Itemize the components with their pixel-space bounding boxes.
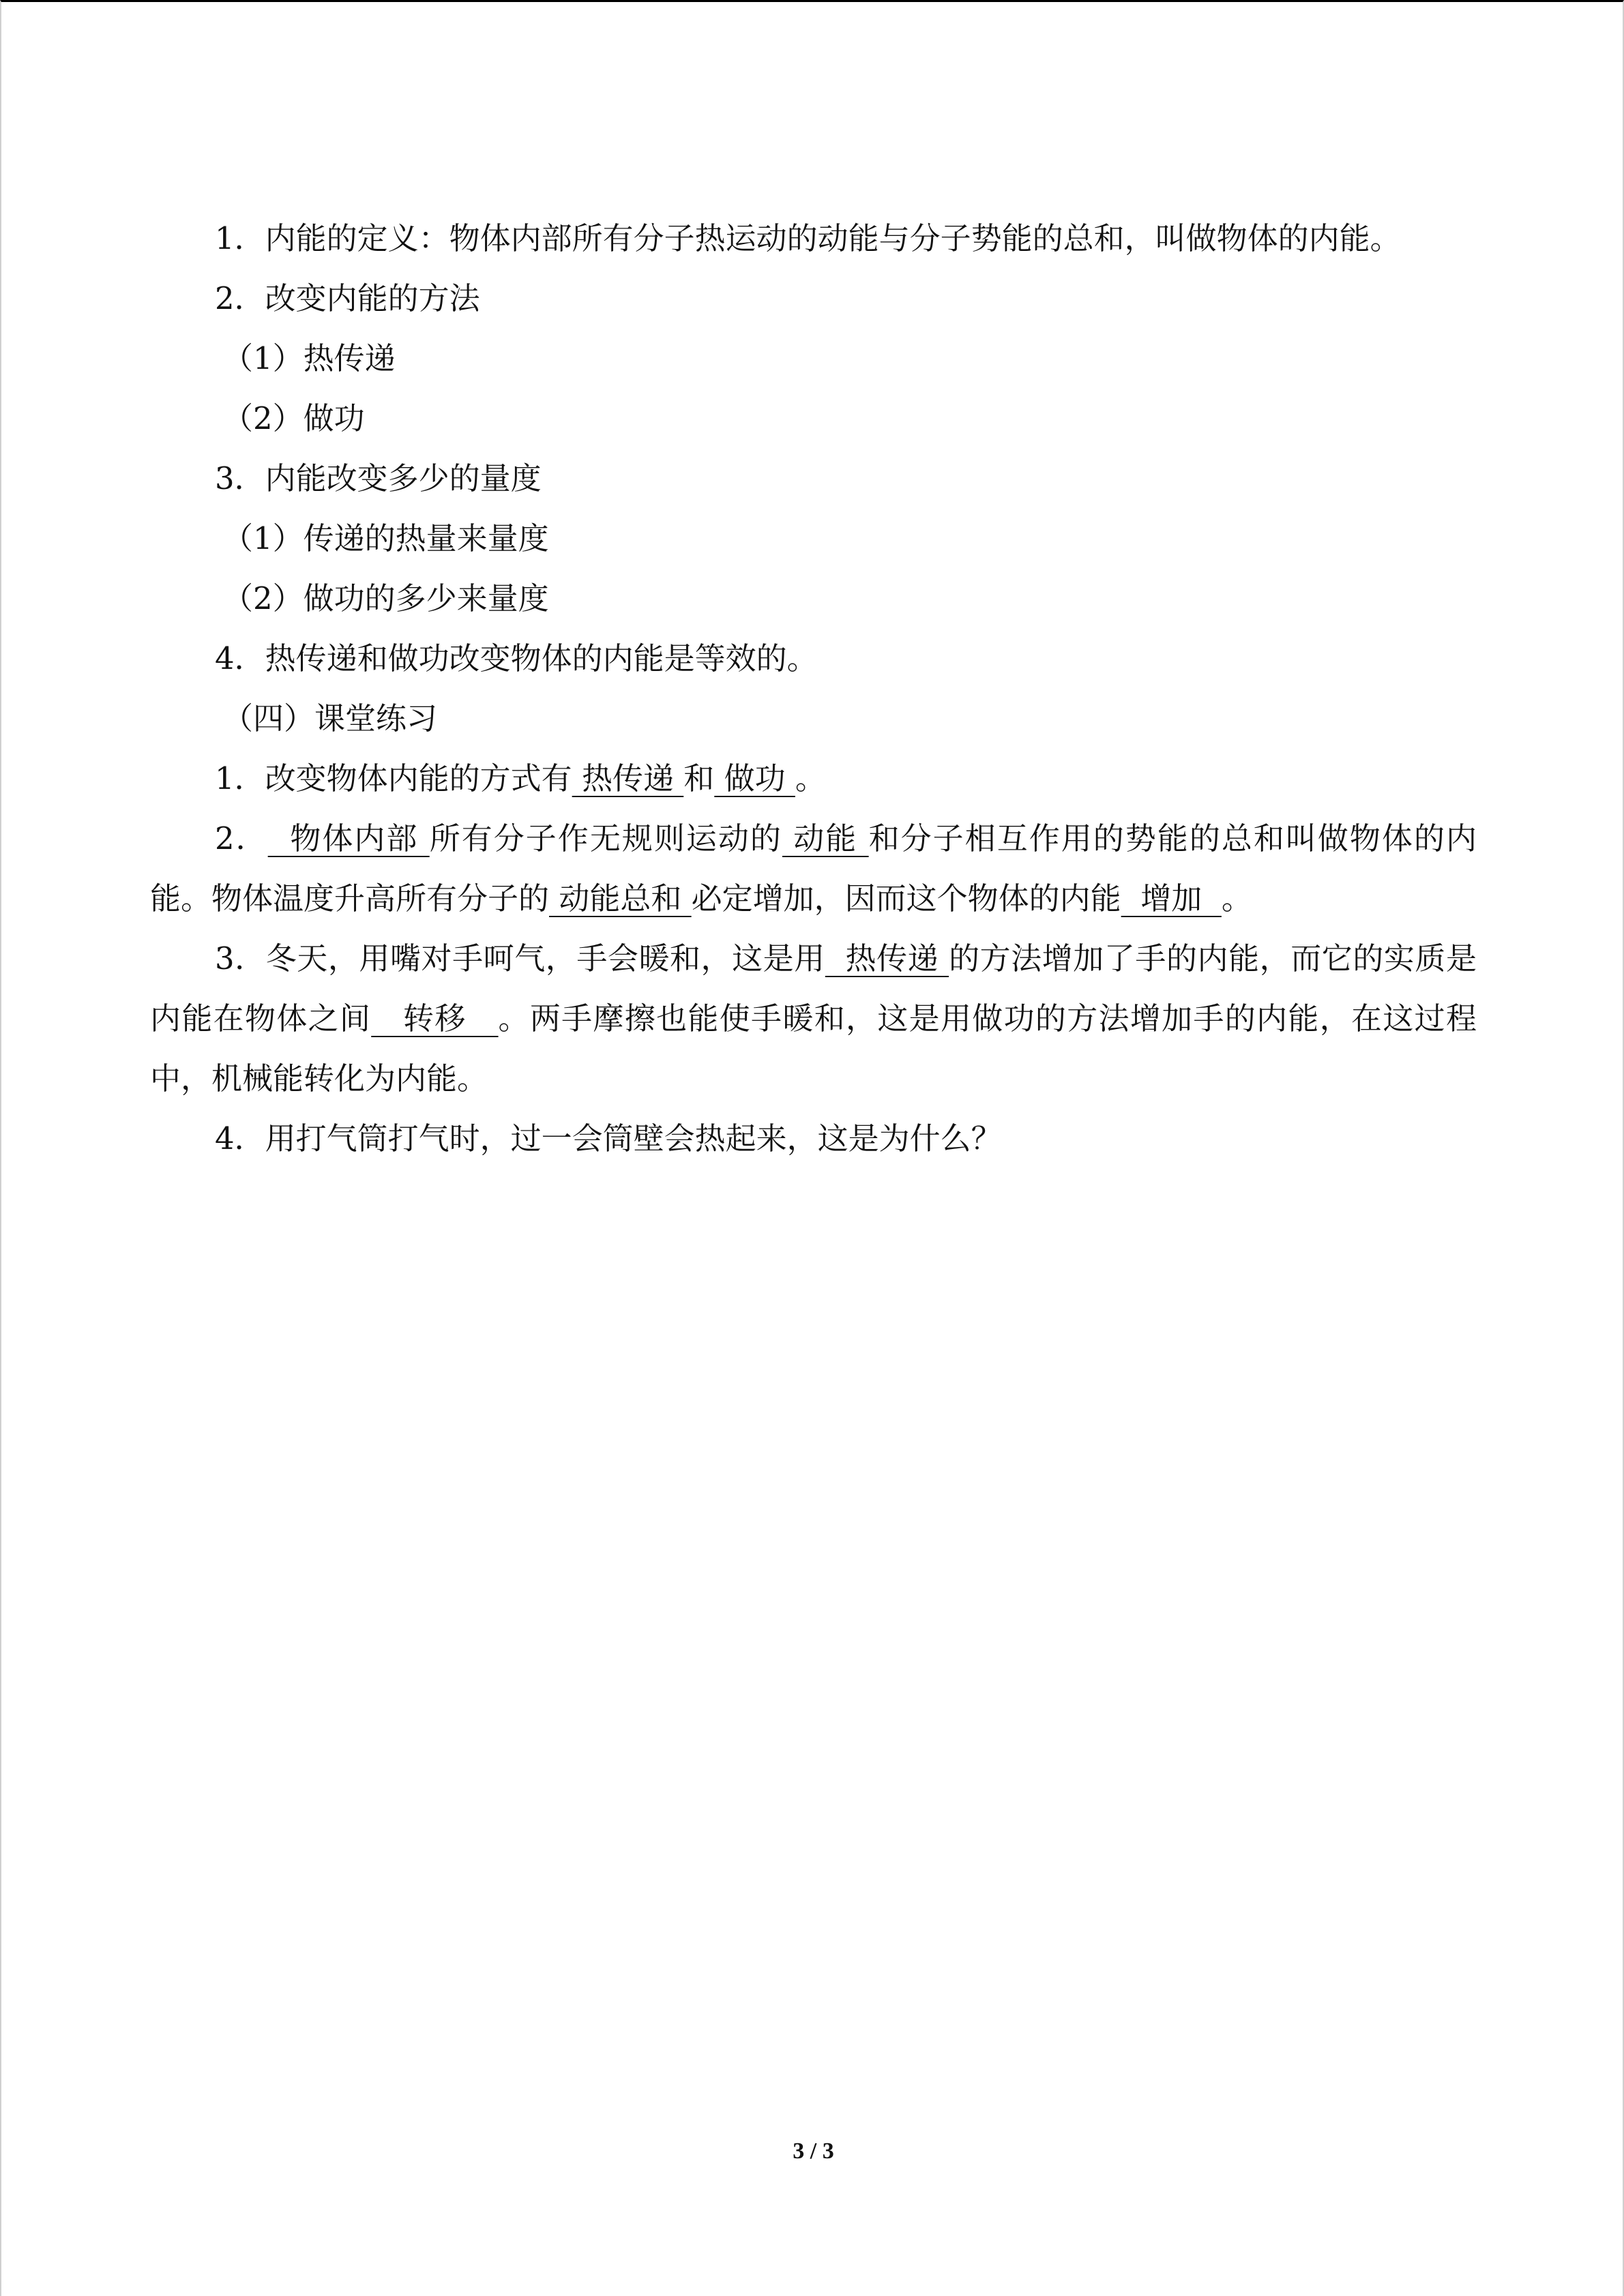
exercise-2-text-1: 所有分子作无规则运动的 [429, 820, 782, 856]
method-work: （2）做功 [222, 400, 365, 436]
document-body [150, 209, 1477, 1169]
exercise-2-prefix: 2． [215, 820, 268, 856]
exercise-1-mid: 和 [683, 760, 715, 796]
exercise-2-text-2: 和分子相互作用的势能的总和叫做物体的内能。物体温度升高所有分子的 [150, 820, 1477, 916]
exercise-1-answer-1: 热传递 [572, 760, 684, 796]
exercise-2-text-3: 必定增加，因而这个物体的内能 [691, 880, 1121, 916]
exercise-2 [150, 809, 1477, 929]
methods-heading: 2．改变内能的方法 [215, 280, 480, 316]
exercise-3-prefix: 3．冬天，用嘴对手呵气，手会暖和，这是用 [215, 940, 825, 976]
exercise-3-answer-2: 转移 [371, 1000, 499, 1037]
exercise-1-suffix: 。 [795, 760, 826, 796]
measure-heat: （1）传递的热量来量度 [222, 520, 549, 556]
exercise-1-prefix: 1．改变物体内能的方式有 [215, 760, 572, 796]
exercise-2-suffix: 。 [1221, 880, 1252, 916]
exercise-4: 4．用打气筒打气时，过一会筒壁会热起来，这是为什么？ [215, 1120, 1002, 1157]
exercise-2-answer-2: 动能 [782, 820, 869, 856]
page-number: 3 / 3 [793, 2138, 834, 2164]
exercise-3-answer-1: 热传递 [825, 940, 949, 976]
exercise-3-text-2: 。两手摩擦也能使手暖和，这是用做功的方法增加手的内能，在这过程中，机械能转化为内能。 [150, 1000, 1477, 1097]
section-heading-practice: （四）课堂练习 [222, 700, 438, 736]
definition-line: 1．内能的定义：物体内部所有分子热运动的动能与分子势能的总和，叫做物体的内能。 [215, 220, 1401, 256]
exercise-3-text-1: 的方法增加了手的内能，而它的实质是内能在物体之间 [150, 940, 1477, 1037]
measure-work: （2）做功的多少来量度 [222, 580, 549, 616]
exercise-1-answer-2: 做功 [714, 760, 795, 796]
exercise-2-answer-1: 物体内部 [267, 820, 430, 856]
exercise-2-answer-4: 增加 [1121, 880, 1222, 916]
exercise-1 [150, 749, 1477, 809]
equivalence-line: 4．热传递和做功改变物体的内能是等效的。 [215, 640, 818, 676]
exercise-3 [150, 929, 1477, 1109]
exercise-2-answer-3: 动能总和 [549, 880, 692, 916]
measure-heading: 3．内能改变多少的量度 [215, 460, 542, 496]
method-heat-transfer: （1）热传递 [222, 340, 396, 376]
